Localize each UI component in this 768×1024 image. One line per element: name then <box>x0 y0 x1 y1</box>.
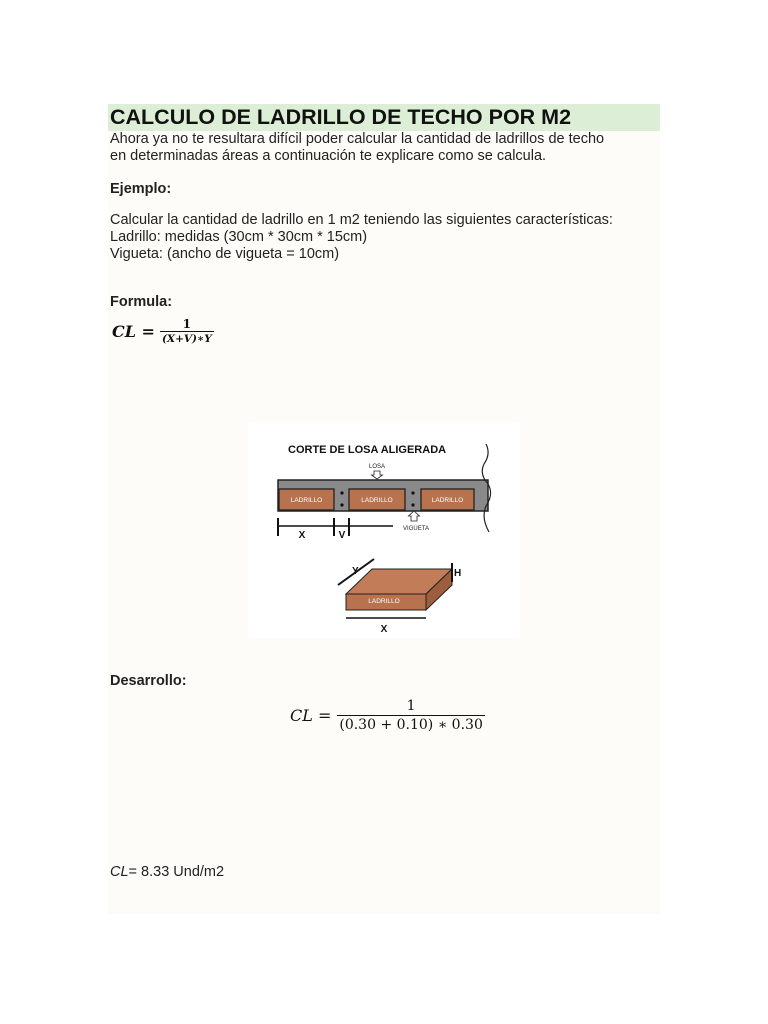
losa-arrow-icon <box>372 471 383 479</box>
iso-y-label: Y <box>352 566 359 577</box>
losa-diagram-svg <box>248 422 520 638</box>
development-denominator: (0.30 + 0.10) ∗ 0.30 <box>339 717 483 733</box>
example-line-1: Calcular la cantidad de ladrillo en 1 m2 teniendo las siguientes características: <box>110 212 613 228</box>
formula-numerator: 1 <box>182 317 192 331</box>
formula-denominator: (X+V)∗Y <box>161 333 212 345</box>
development-heading: Desarrollo: <box>110 673 187 689</box>
intro-line-1: Ahora ya no te resultara difícil poder calcular la cantidad de ladrillos de techo <box>110 131 605 147</box>
development-lhs: CL = <box>290 706 332 725</box>
brick-label-1: LADRILLO <box>290 497 323 504</box>
development-numerator: 1 <box>406 698 416 714</box>
vigueta-label: VIGUETA <box>403 526 429 532</box>
formula-lhs: CL = <box>112 322 155 341</box>
example-line-2: Ladrillo: medidas (30cm * 30cm * 15cm) <box>110 229 368 245</box>
dim-v-label: V <box>338 530 346 541</box>
page-title: CALCULO DE LADRILLO DE TECHO POR M2 <box>108 104 660 131</box>
iso-h-label: H <box>454 568 462 579</box>
example-line-3: Vigueta: (ancho de vigueta = 10cm) <box>110 246 340 262</box>
vigueta-arrow-icon <box>409 511 420 521</box>
formula-equation <box>112 317 214 346</box>
result-value: = 8.33 Und/m2 <box>128 864 225 880</box>
brick-label-3: LADRILLO <box>431 497 464 504</box>
result-line <box>110 864 224 881</box>
losa-label: LOSA <box>368 464 386 470</box>
brick-label-2: LADRILLO <box>361 497 393 504</box>
result-variable: CL <box>110 864 129 880</box>
development-equation <box>290 697 485 734</box>
intro-line-2: en determinadas áreas a continuación te explicare como se calcula. <box>110 148 547 164</box>
figure-title: CORTE DE LOSA ALIGERADA <box>288 444 447 456</box>
example-heading: Ejemplo: <box>110 181 172 197</box>
formula-heading: Formula: <box>110 294 173 310</box>
iso-brick-label: LADRILLO <box>368 598 400 605</box>
iso-x-label: X <box>380 624 388 635</box>
losa-diagram <box>248 422 520 638</box>
dim-x-label: X <box>298 530 306 541</box>
